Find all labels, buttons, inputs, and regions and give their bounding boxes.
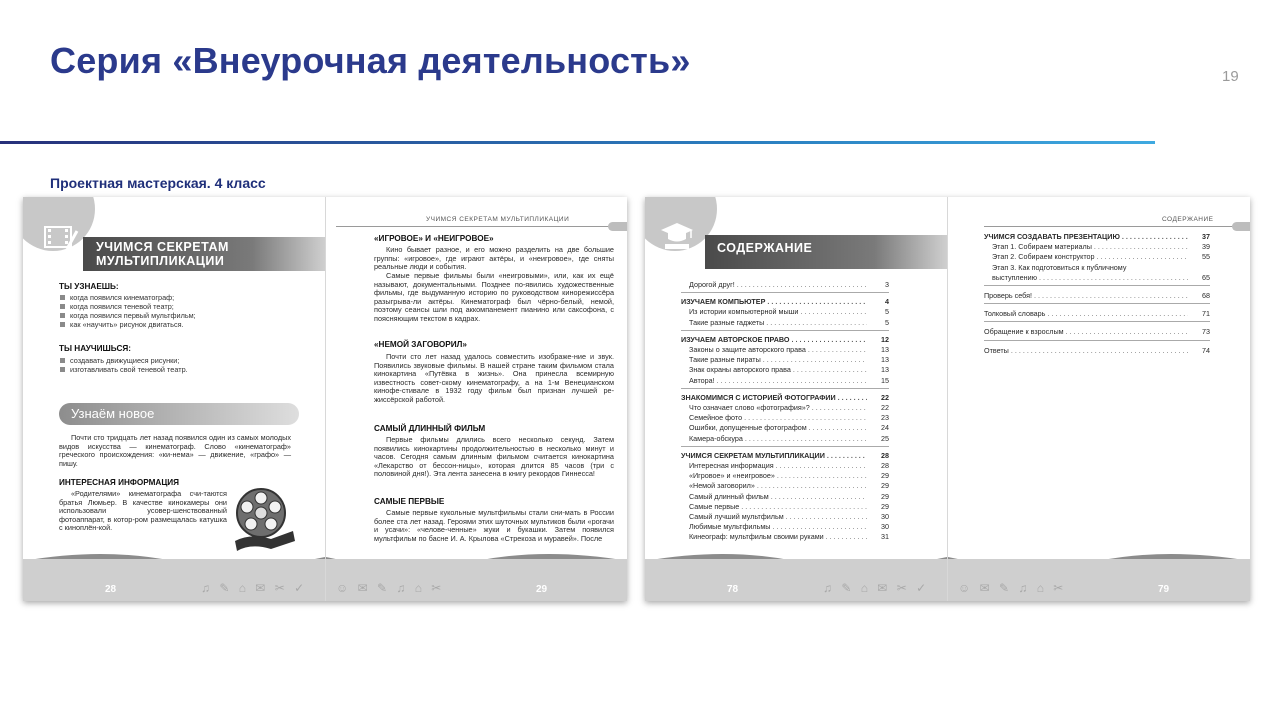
toc-section: ИЗУЧАЕМ АВТОРСКОЕ ПРАВО . . . 12 (681, 335, 889, 345)
book-spread-contents (645, 197, 1250, 601)
running-head: УЧИМСЯ СЕКРЕТАМ МУЛЬТИПЛИКАЦИИ (426, 216, 570, 223)
graduation-cap-icon (659, 221, 695, 251)
toc-entry: Камера-обскура . . . 25 (681, 434, 889, 444)
paragraph: Почти сто лет назад удалось совместить изображе-ние и звук. Появились звуковые фильмы. В нашей стране таким фильмом стала кинокартина «Путёвка в жизнь». Она принесла всемирную известность совет-скому кинематографу, а на 1-м Венецианском кинофе-стивале в 1932 году фильм был признан лучшей ре-жиссёрской работой. (374, 352, 614, 404)
section-heading: «ИГРОВОЕ» И «НЕИГРОВОЕ» (374, 234, 494, 243)
toc-divider (681, 446, 889, 447)
toc-section: ЗНАКОМИМСЯ С ИСТОРИЕЙ ФОТОГРАФИИ . . . 22 (681, 393, 889, 403)
toc-entry: Обращение к взрослым . . . 73 (984, 327, 1210, 337)
toc-section: УЧИМСЯ СОЗДАВАТЬ ПРЕЗЕНТАЦИЮ . . . 37 (984, 232, 1210, 242)
paragraph: Самые первые фильмы были «неигровыми», или, как их ещё называют, документальными. Позднее по-явились художественные фильмы, где выдуманную историю по руководством кинорежиссёра разыгрыва-ли актёры. Кинематограф был чёрно-белый, немой, поэтому сеансы шли под аккомпанемент пианино или саксофона, с поясняющим текстом в кадрах. (374, 271, 614, 323)
page-number: 28 (105, 584, 117, 595)
toc-entry: Этап 2. Собираем конструктор . . . 55 (984, 252, 1210, 262)
list-item: как «научить» рисунок двигаться. (60, 320, 300, 329)
learn-heading: ТЫ УЗНАЕШЬ: (59, 282, 119, 291)
toc-divider (984, 303, 1210, 304)
info-paragraph: «Родителями» кинематографа счи-таются братья Люмьер. В качестве кинокамеры они использовали усовер-шенствованный фотоаппарат, в котор-ром размещалась катушка с киноплён-кой. (59, 489, 227, 533)
toc-entry: Такие разные гаджеты . . . 5 (681, 318, 889, 328)
toc-entry: Из истории компьютерной мыши . . . 5 (681, 307, 889, 317)
toc-entry-line: Этап 3. Как подготовиться к публичному (992, 262, 1127, 272)
page-number: 29 (536, 584, 548, 595)
toc-entry: Автора! . . . 15 (681, 376, 889, 386)
running-head: СОДЕРЖАНИЕ (1162, 216, 1214, 223)
toc-divider (681, 330, 889, 331)
toc-divider (984, 321, 1210, 322)
intro-paragraph: Почти сто тридцать лет назад появился один из самых молодых видов искусства — кинематограф. Слово «кинематограф» греческого происхождения: «ки-нема» — движение, «графо» — пишу. (59, 433, 291, 468)
toc-entry: Этап 1. Собираем материалы . . . 39 (984, 242, 1210, 252)
book-spread-lesson (23, 197, 627, 601)
paragraph: Кино бывает разное, и его можно разделить на две большие группы: «игровое», где играют актёры, и «неигровое», где сняты реальные люди и события. (374, 245, 614, 272)
section-pill: Узнаём новое (59, 403, 299, 425)
section-heading: САМЫЙ ДЛИННЫЙ ФИЛЬМ (374, 424, 486, 433)
toc-section: ИЗУЧАЕМ КОМПЬЮТЕР . . . 4 (681, 297, 889, 307)
skill-heading: ТЫ НАУЧИШЬСЯ: (59, 344, 131, 353)
toc-entry: Толковый словарь . . . 71 (984, 309, 1210, 319)
footer-icons: ☺ ✉ ✎ ♫ ⌂ ✂ (336, 581, 445, 595)
book-page-78 (645, 197, 947, 601)
chapter-title-line-1: УЧИМСЯ СЕКРЕТАМ (96, 240, 229, 254)
toc-entry: Проверь себя! . . . 68 (984, 291, 1210, 301)
toc-entry: Самый длинный фильм . . . 29 (681, 492, 889, 502)
slide-subtitle: Проектная мастерская. 4 класс (50, 175, 266, 191)
toc-divider (984, 340, 1210, 341)
toc-entry: Ответы . . . 74 (984, 346, 1210, 356)
toc-entry: Знак охраны авторского права . . . 13 (681, 365, 889, 375)
paragraph: Самые первые кукольные мультфильмы стали сни-мать в России более ста лет назад. Героями этих шуточных мультиков были «рогачи и усачи»: «челове-ченные» жуки и букашки. Затем появился мультфильм по басне И. А. Крылова «Стрекоза и муравей». После (374, 508, 614, 543)
info-heading: ИНТЕРЕСНАЯ ИНФОРМАЦИЯ (59, 478, 180, 487)
table-of-contents (984, 232, 1210, 356)
toc-entry: Дорогой друг! . . . 3 (681, 280, 889, 290)
paragraph: Первые фильмы длились всего несколько секунд. Затем появились кинокартины продолжительностью в несколько минут и часов. Сегодня самым длинным фильмом считается кинокартина «Лекарство от бессон-ницы», которая длится 85 часов (три с половиной дня!). Эта лента занесена в книгу рекордов Гиннесса! (374, 435, 614, 479)
running-head-rule (336, 226, 616, 227)
film-strip-icon (43, 223, 79, 251)
learn-list (60, 293, 300, 329)
section-heading: «НЕМОЙ ЗАГОВОРИЛ» (374, 340, 467, 349)
page-number: 79 (1158, 584, 1170, 595)
toc-divider (984, 285, 1210, 286)
footer-icons: ☺ ✉ ✎ ♫ ⌂ ✂ (958, 581, 1067, 595)
toc-entry: Кинеограф: мультфильм своими руками . . . 31 (681, 532, 889, 542)
table-of-contents (681, 280, 889, 543)
book-page-29 (325, 197, 627, 601)
toc-entry: Самые первые . . . 29 (681, 502, 889, 512)
toc-entry: «Игровое» и «неигровое» . . . 29 (681, 471, 889, 481)
toc-entry: Законы о защите авторского права . . . 13 (681, 345, 889, 355)
chapter-title: СОДЕРЖАНИЕ (717, 241, 813, 255)
toc-divider (681, 388, 889, 389)
footer-icons: ♫ ✎ ⌂ ✉ ✂ ✓ (201, 581, 308, 595)
page-number: 78 (727, 584, 739, 595)
toc-entry: Такие разные пираты . . . 13 (681, 355, 889, 365)
toc-entry: Ошибки, допущенные фотографом . . . 24 (681, 423, 889, 433)
list-item: изготавливать свой теневой театр. (60, 365, 300, 374)
running-head-tab (608, 222, 627, 231)
slide-title: Серия «Внеурочная деятельность» (50, 40, 691, 81)
list-item: когда появился теневой театр; (60, 302, 300, 311)
toc-entry: Семейное фото . . . 23 (681, 413, 889, 423)
toc-section: УЧИМСЯ СЕКРЕТАМ МУЛЬТИПЛИКАЦИИ . . . 28 (681, 451, 889, 461)
slide-page-number: 19 (1222, 68, 1239, 85)
toc-entry: Что означает слово «фотография»? . . . 22 (681, 403, 889, 413)
toc-entry: выступлению . . . 65 (984, 273, 1210, 283)
toc-entry: Самый лучший мультфильм . . . 30 (681, 512, 889, 522)
running-head-rule (984, 226, 1240, 227)
footer-icons: ♫ ✎ ⌂ ✉ ✂ ✓ (823, 581, 930, 595)
toc-entry: Любимые мультфильмы . . . 30 (681, 522, 889, 532)
title-divider (0, 141, 1155, 144)
list-item: когда появился кинематограф; (60, 293, 300, 302)
skill-list (60, 356, 300, 374)
toc-entry: «Немой заговорил» . . . 29 (681, 481, 889, 491)
book-page-28 (23, 197, 325, 601)
toc-divider (681, 292, 889, 293)
list-item: создавать движущиеся рисунки; (60, 356, 300, 365)
toc-entry: Интересная информация . . . 28 (681, 461, 889, 471)
section-heading: САМЫЕ ПЕРВЫЕ (374, 497, 445, 506)
running-head-tab (1232, 222, 1250, 231)
list-item: когда появился первый мультфильм; (60, 311, 300, 320)
chapter-title-line-2: МУЛЬТИПЛИКАЦИИ (96, 254, 225, 268)
book-page-79 (947, 197, 1250, 601)
